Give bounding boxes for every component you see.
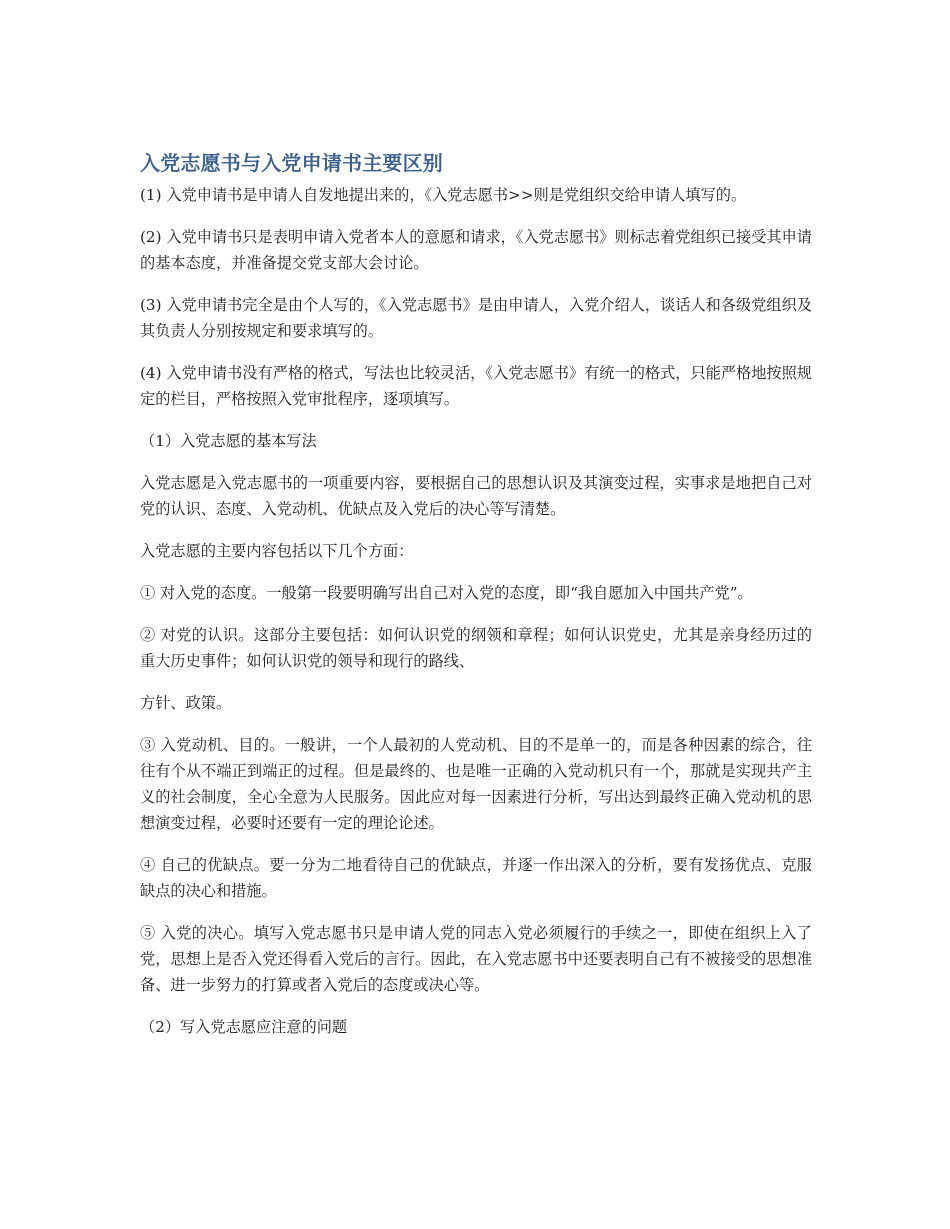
paragraph-item-attitude: ① 对入党的态度。一般第一段要明确写出自己对入党的态度，即“我自愿加入中国共产党”。 [140, 584, 753, 602]
paragraph-difference-1: (1) 入党申请书是申请人自发地提出来的，《入党志愿书>>则是党组织交给申请人填写的。 [140, 186, 747, 204]
paragraph-difference-2: (2) 入党申请书只是表明申请入党者本人的意愿和请求，《入党志愿书》则标志着党组织已接受其申请的基本态度，并准备提交党支部大会讨论。 [140, 228, 812, 272]
paragraph-item-understanding-cont: 方针、政策。 [140, 694, 232, 712]
section-heading-basic-writing: （1）入党志愿的基本写法 [140, 432, 317, 450]
paragraph-item-strengths: ④ 自己的优缺点。要一分为二地看待自己的优缺点，并逐一作出深入的分析，要有发扬优点、克服缺点的决心和措施。 [140, 856, 812, 900]
paragraph-difference-3: (3) 入党申请书完全是由个人写的，《入党志愿书》是由申请人，入党介绍人，谈话人和各级党组织及其负责人分别按规定和要求填写的。 [140, 296, 812, 340]
paragraph-difference-4: (4) 入党申请书没有严格的格式，写法也比较灵活，《入党志愿书》有统一的格式，只能严格地按照规定的栏目，严格按照入党审批程序，逐项填写。 [140, 364, 812, 408]
paragraph-main-contents: 入党志愿的主要内容包括以下几个方面： [140, 542, 414, 560]
paragraph-item-motivation: ③ 入党动机、目的。一般讲，一个人最初的人党动机、目的不是单一的，而是各种因素的综合，往往有个从不端正到端正的过程。但是最终的、也是唯一正确的入党动机只有一个，那就是实现共产主义的社会制度，全心全意为人民服务。因此应对每一因素进行分析，写出达到最终正确入党动机的思想演变过程，必要时还要有一定的理论论述。 [140, 736, 812, 832]
section-heading-notes: （2）写入党志愿应注意的问题 [140, 1018, 348, 1036]
document-title: 入党志愿书与入党申请书主要区别 [140, 151, 443, 175]
document-page [140, 148, 812, 1056]
paragraph-item-determination: ⑤ 入党的决心。填写入党志愿书只是申请人党的同志入党必须履行的手续之一，即使在组织上入了党，思想上是否入党还得看入党后的言行。因此，在入党志愿书中还要表明自己有不被接受的思想准备、进一步努力的打算或者入党后的态度或决心等。 [140, 924, 812, 994]
paragraph-item-understanding: ② 对党的认识。这部分主要包括：如何认识党的纲领和章程；如何认识党史，尤其是亲身经历过的重大历史事件；如何认识党的领导和现行的路线、 [140, 626, 812, 670]
paragraph-intro: 入党志愿是入党志愿书的一项重要内容，要根据自己的思想认识及其演变过程，实事求是地把自己对党的认识、态度、入党动机、优缺点及入党后的决心等写清楚。 [140, 474, 812, 518]
